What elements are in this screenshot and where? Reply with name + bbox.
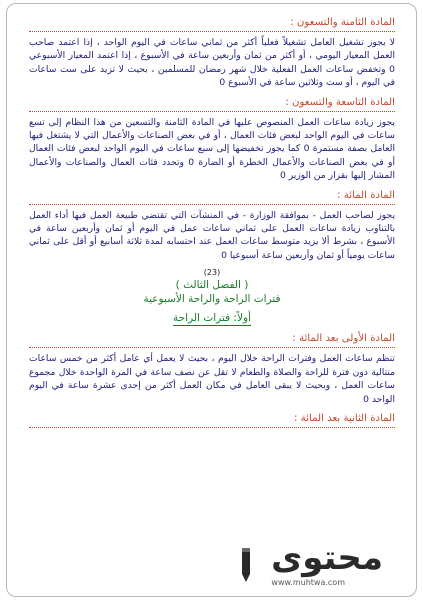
section-subtitle: أولاً: فترات الراحة: [173, 312, 251, 325]
article-heading: المادة الثانية بعد المائة :: [29, 412, 395, 428]
pencil-icon: [237, 544, 255, 584]
article-text: لا يجوز تشغيل العامل تشغيلاً فعلياً أكثر من ثماني ساعات في اليوم الواحد ، إذا اعتمد صاحب العمل المعيار اليومي ، أو أكثر من ثمان وأربعين ساعة في الأسبوع ، إذا اعتمد المعيار الأسبوعي 0 وتخفض ساعات العمل الفعلية خلال شهر رمضان للمسلمين ، بحيث لا تزيد على ست ساعات في اليوم ، أو ست وثلاثين ساعة في الأسبوع 0: [29, 37, 395, 89]
chapter-subtitle: فترات الراحة والراحة الأسبوعية: [143, 293, 281, 306]
article-99: [29, 96, 395, 183]
article-heading: المادة المائة :: [29, 189, 395, 205]
article-101: [29, 332, 395, 406]
chapter-block: [29, 268, 395, 326]
article-heading: المادة الثامنة والتسعون :: [29, 16, 395, 32]
article-100: [29, 189, 395, 263]
article-heading: المادة الأولى بعد المائة :: [29, 332, 395, 348]
article-text: يجوز لصاحب العمل - بموافقة الوزارة - في المنشآت التي تقتضي طبيعة العمل فيها أداء العمل بالتناوب زيادة ساعات العمل على ثماني ساعات عمل في اليوم أو ثمان وأربعين ساعة في الأسبوع ، بشرط ألا يزيد متوسط ساعات العمل عند احتسابه لمدة ثلاثة أسابيع أو أقل على ثماني ساعات يومياً أو ثمان وأربعين ساعة أسبوعيا 0: [29, 209, 395, 261]
chapter-title: ( الفصل الثالث ): [175, 279, 249, 292]
page-number: (23): [203, 268, 221, 278]
article-text: تنظم ساعات العمل وفترات الراحة خلال اليوم ، بحيث لا يعمل أي عامل أكثر من خمس ساعات متتالية دون فترة للراحة والصلاة والطعام لا تقل عن نصف ساعة في المرة الواحدة خلال مجموع ساعات العمل ، وبحيث لا يبقى العامل في مكان العمل أكثر من إحدى عشرة ساعة في اليوم الواحد 0: [29, 353, 395, 405]
article-102: [29, 412, 395, 428]
site-logo[interactable]: [233, 538, 383, 590]
article-98: [29, 16, 395, 90]
article-text: يجوز زيادة ساعات العمل المنصوص عليها في المادة الثامنة والتسعين من هذا النظام إلى تسع ساعات في اليوم الواحد لبعض فئات العمال ، أو في بعض الصناعات والأعمال التي لا يشتغل فيها العامل بصفة مستمرة 0 كما يجوز تخفيضها إلى سبع ساعات في اليوم الواحد لبعض فئات العمال أو في بعض الصناعات والأعمال الخطرة أو الضارة 0 وتحدد فئات العمال والصناعات والأعمال المشار إليها بقرار من الوزير 0: [29, 116, 395, 182]
document-content: [29, 16, 395, 432]
document-page: [6, 3, 417, 597]
logo-url: www.muhtwa.com: [271, 578, 345, 587]
logo-wordmark: محتوى: [271, 538, 383, 578]
article-heading: المادة التاسعة والتسعون :: [29, 96, 395, 112]
